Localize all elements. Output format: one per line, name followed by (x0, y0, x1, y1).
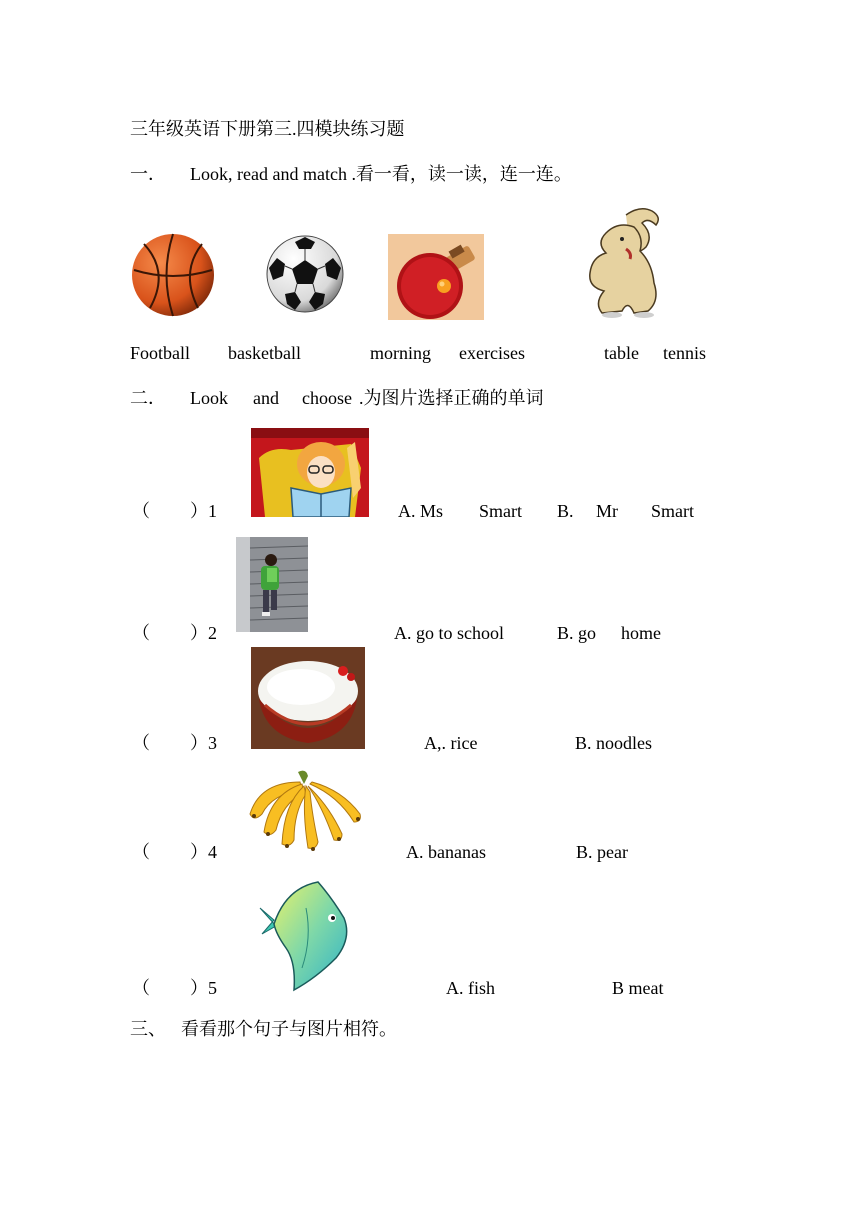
q4-number: ）4 (190, 842, 217, 862)
q1-option-b[interactable]: B. (557, 501, 574, 521)
word-exercises: exercises (459, 343, 525, 363)
bananas-image (242, 764, 366, 856)
ms-smart-reading-image (251, 428, 369, 517)
q1-number: ）1 (190, 501, 217, 521)
q5-number: ）5 (190, 978, 217, 998)
section2-word-look: Look (190, 388, 228, 408)
word-basketball: basketball (228, 343, 301, 363)
bowl-of-rice-image (251, 647, 365, 749)
q5-paren: （ (132, 978, 150, 998)
word-morning: morning (370, 343, 431, 363)
word-tennis: tennis (663, 343, 706, 363)
q3-paren: （ (132, 733, 150, 753)
page-title: 三年级英语下册第三.四模块练习题 (130, 119, 405, 139)
q5-option-a[interactable]: A. fish (446, 978, 495, 998)
table-tennis-image (388, 234, 484, 320)
fish-image (256, 878, 356, 994)
basketball-image (130, 232, 216, 318)
q2-number: ）2 (190, 623, 217, 643)
section2-number: 二． (130, 388, 166, 408)
word-table: table (604, 343, 639, 363)
section1-number: 一． (130, 164, 166, 184)
q1-option-a-word2: Smart (479, 501, 522, 521)
football-image (265, 234, 345, 314)
q3-option-a[interactable]: A,. rice (424, 733, 478, 753)
morning-exercises-image (582, 203, 674, 320)
section2-word-and: and (253, 388, 279, 408)
q3-number: ）3 (190, 733, 217, 753)
q2-paren: （ (132, 623, 150, 643)
q1-option-a[interactable]: A. Ms (398, 501, 444, 521)
section3-instruction: 看看那个句子与图片相符。 (181, 1019, 397, 1039)
section1-instruction: Look, read and match .看一看，读一读，连一连。 (190, 164, 572, 184)
q2-option-a[interactable]: A. go to school (394, 623, 504, 643)
q1-option-b-word2: Mr (596, 501, 618, 521)
q1-option-b-word3: Smart (651, 501, 694, 521)
boy-climbing-stairs-image (233, 534, 311, 637)
q4-paren: （ (132, 842, 150, 862)
word-football: Football (130, 343, 191, 363)
q2-option-b-word2: home (621, 623, 661, 643)
section2-word-choose: choose (302, 388, 352, 408)
q2-option-b[interactable]: B. go (557, 623, 597, 643)
section3-number: 三、 (130, 1019, 166, 1039)
q1-paren: （ (132, 501, 150, 521)
q4-option-b[interactable]: B. pear (576, 842, 628, 862)
q4-option-a[interactable]: A. bananas (406, 842, 486, 862)
q5-option-b[interactable]: B meat (612, 978, 664, 998)
q3-option-b[interactable]: B. noodles (575, 733, 653, 753)
section2-instruction-rest: .为图片选择正确的单词 (359, 388, 544, 408)
